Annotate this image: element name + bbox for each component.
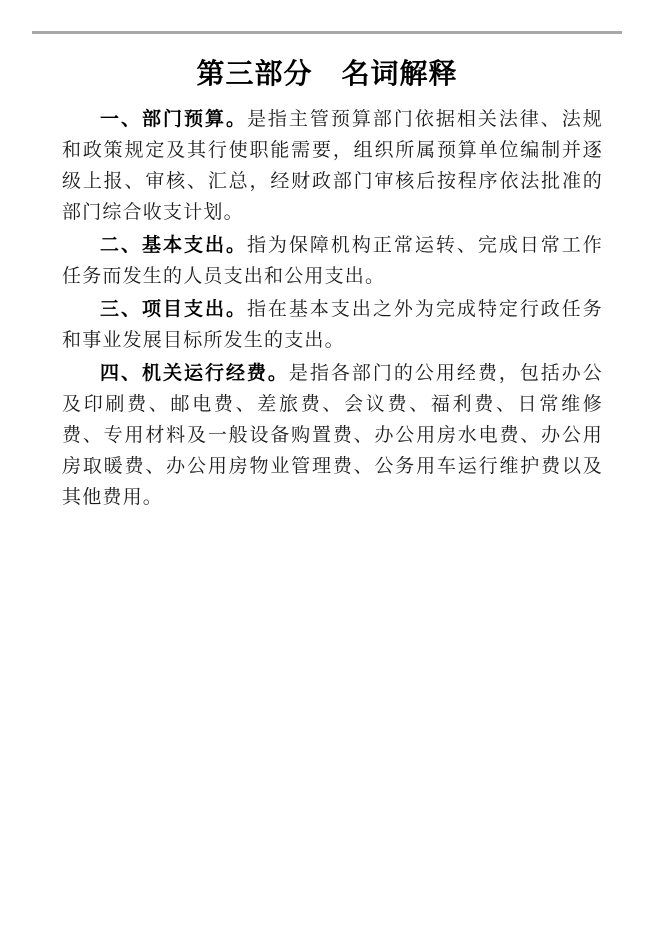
term-definition-text: 指在基本支出之外为完成特定行政任务和事业发展目标所发生的支出。 (62, 299, 603, 351)
term-label: 四、机关运行经费。 (100, 363, 289, 384)
document-body (62, 104, 603, 515)
term-label: 一、部门预算。 (100, 109, 247, 130)
paragraph-definition (62, 358, 603, 513)
paragraph-definition (62, 230, 603, 292)
paragraph-definition (62, 104, 603, 228)
paragraph-definition (62, 294, 603, 356)
header-divider (32, 31, 622, 34)
term-definition-text: 是指主管预算部门依据相关法律、法规和政策规定及其行使职能需要，组织所属预算单位编制并逐级上报、审核、汇总，经财政部门审核后按程序依法批准的部门综合收支计划。 (62, 109, 603, 223)
term-label: 二、基本支出。 (100, 235, 247, 256)
term-definition-text: 是指各部门的公用经费，包括办公及印刷费、邮电费、差旅费、会议费、福利费、日常维修费、专用材料及一般设备购置费、办公用房水电费、办公用房取暖费、办公用房物业管理费、公务用车运行维护费以及其他费用。 (62, 363, 603, 508)
page-title: 第三部分 名词解释 (196, 59, 458, 90)
term-definition-text: 指为保障机构正常运转、完成日常工作任务而发生的人员支出和公用支出。 (62, 235, 603, 287)
term-label: 三、项目支出。 (100, 299, 247, 320)
